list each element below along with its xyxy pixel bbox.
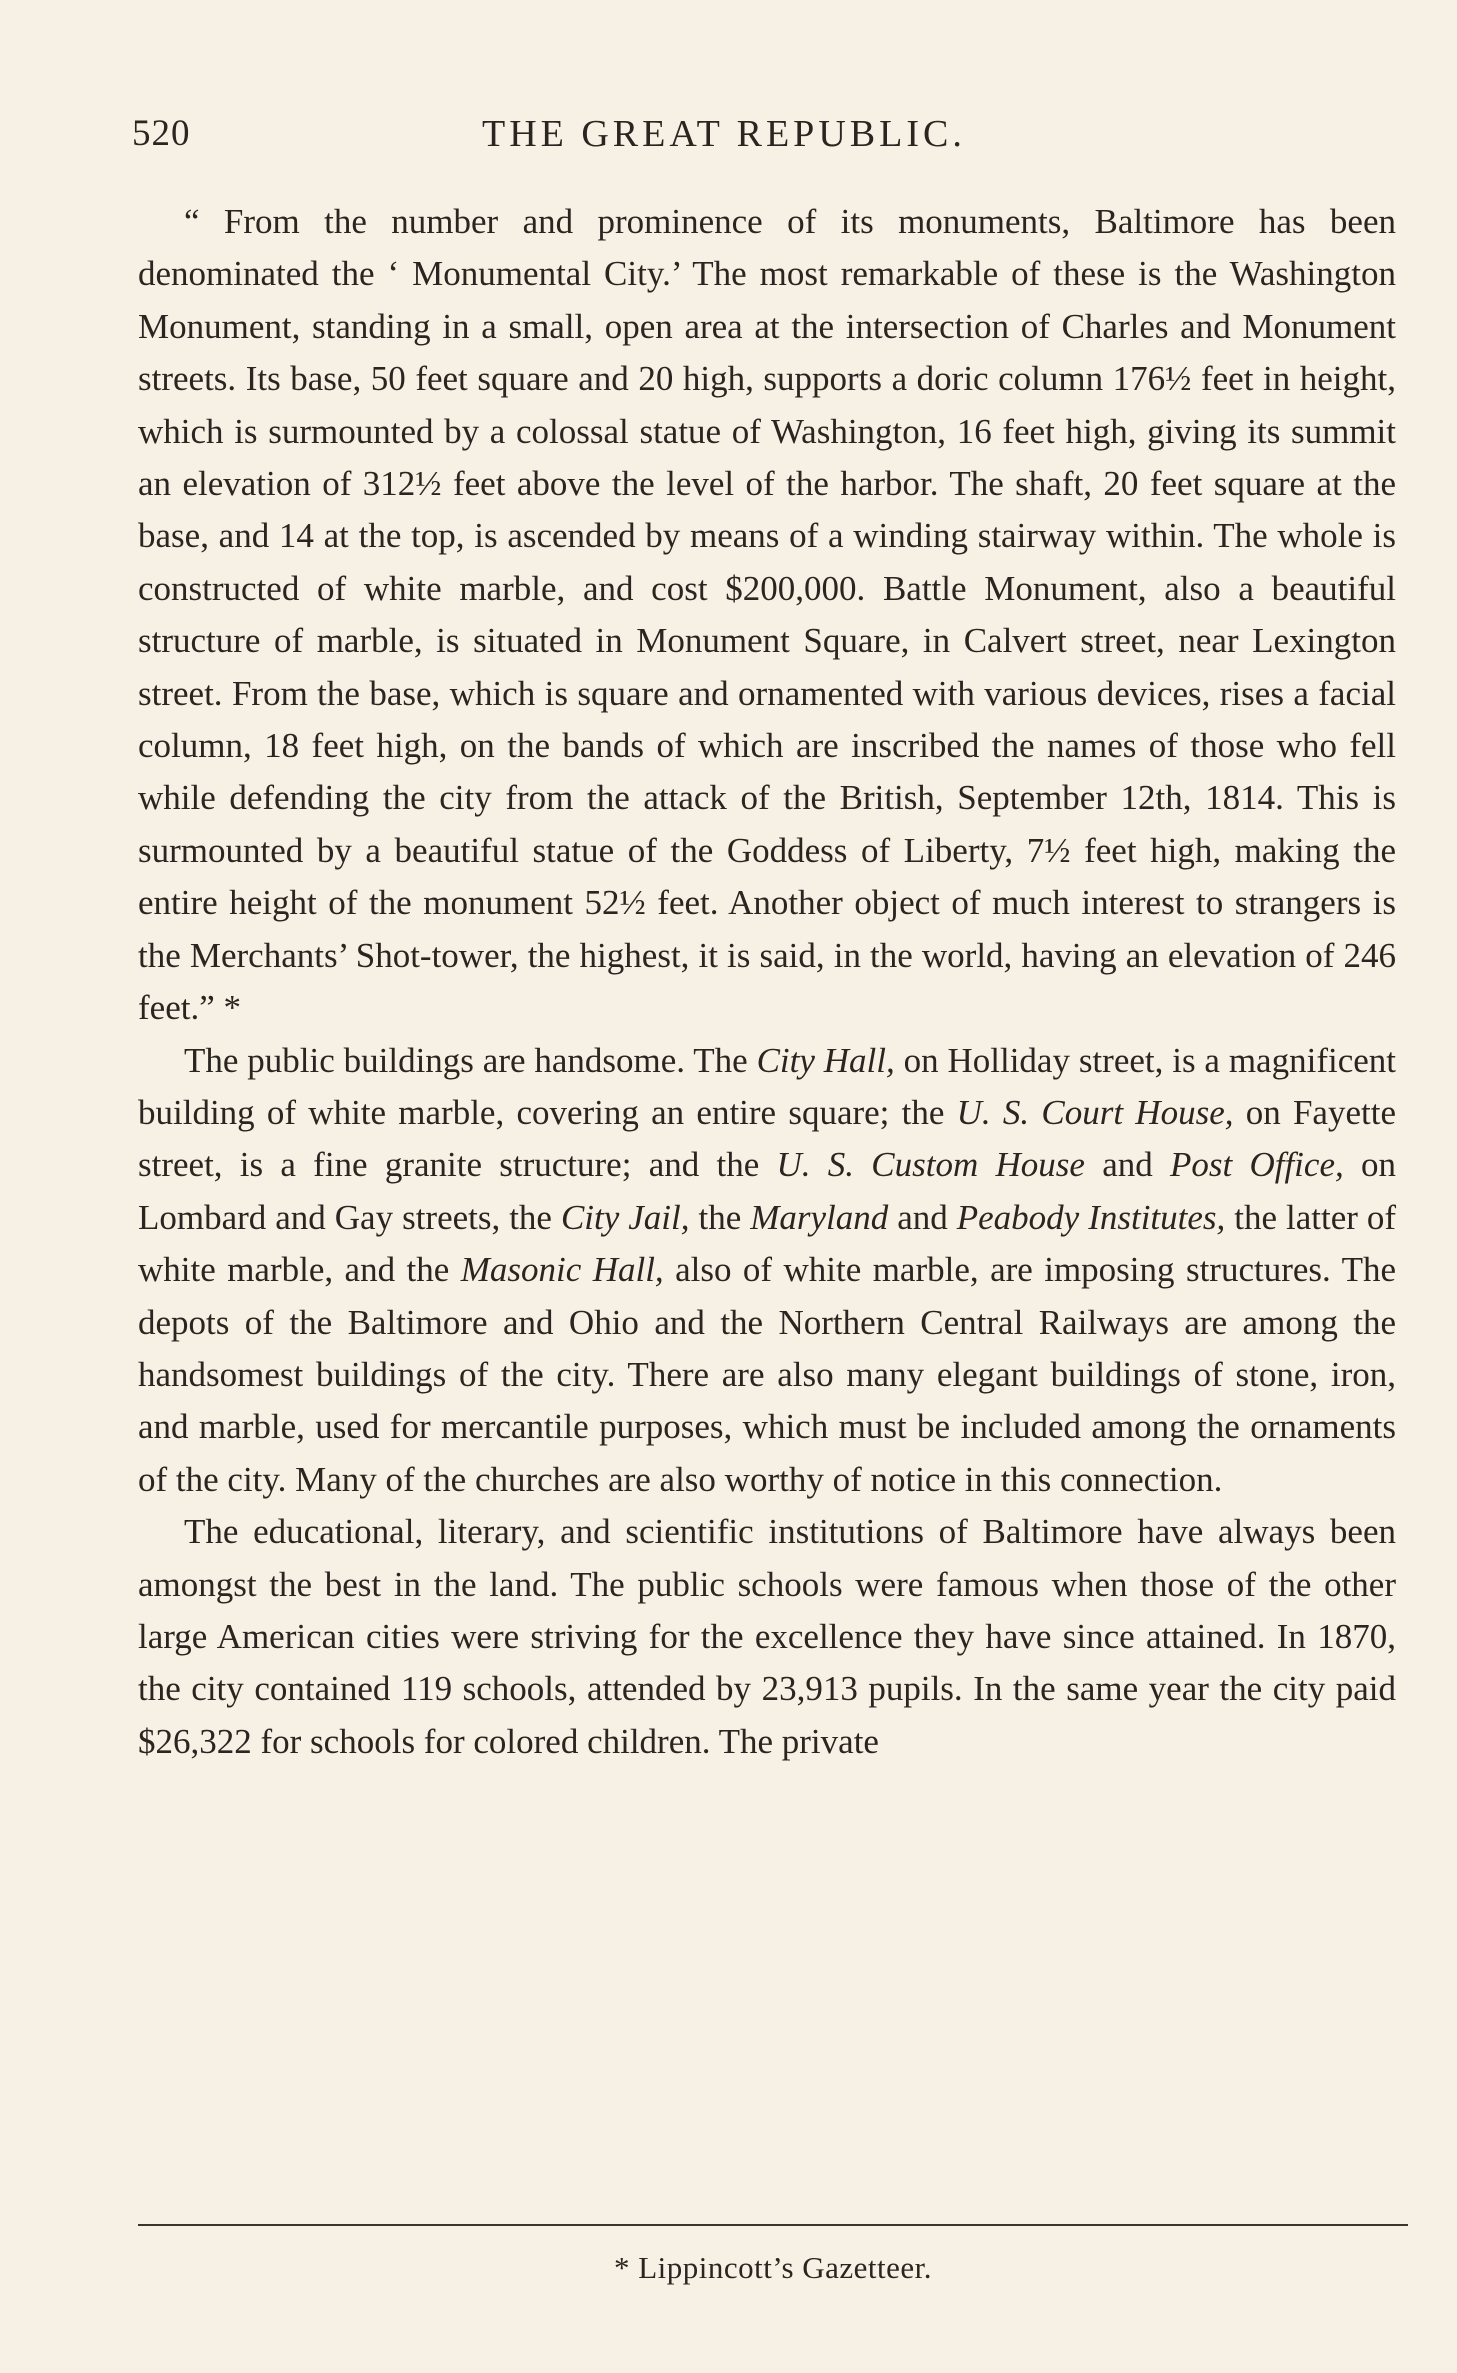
custom-house-term: U. S. Custom House: [776, 1145, 1085, 1185]
paragraph-education: The educational, literary, and scientific institutions of Baltimore have always been amongst the best in the land. The public schools were famous when those of the other large American cities were striving for the excellence they have since attained. In 1870, the city contained 119 schools, attended by 23,913 pupils. In the same year the city paid $26,322 for schools for colored children. The private: [138, 1512, 1396, 1761]
text-run: and: [888, 1197, 957, 1237]
text-run: on Lombard and Gay streets, the: [138, 1145, 1396, 1237]
peabody-term: Peabody Institutes,: [956, 1197, 1226, 1237]
court-house-term: U. S. Court House,: [956, 1092, 1234, 1132]
text-run: on Holliday street, is a magnificent building of white marble, covering an entire square; the: [138, 1040, 1396, 1132]
text-run: on Fayette street, is a fine granite structure; and the: [138, 1092, 1396, 1185]
text-run: the latter of white marble, and the: [138, 1197, 1397, 1290]
text-run: and: [1084, 1145, 1170, 1185]
paragraph-monuments: “ From the number and prominence of its monuments, Baltimore has been denominated the ‘ Monumental City.’ The most remarkable of these is the Washington Monument, standing in a small, open area at the intersection of Charles and Monument streets. Its base, 50 feet square and 20 high, supports a doric column 176½ feet in height, which is surmounted by a colossal statue of Washington, 16 feet high, giving its summit an elevation of 312½ feet above the level of the harbor. The shaft, 20 feet square at the base, and 14 at the top, is ascended by means of a winding stairway within. The whole is constructed of white marble, and cost $200,000. Battle Monument, also a beautiful structure of marble, is situated in Monument Square, in Calvert street, near Lexington street. From the base, which is square and ornamented with various devices, rises a facial column, 18 feet high, on the bands of which are inscribed the names of those who fell while defending the city from the attack of the British, September 12th, 1814. This is surmounted by a beautiful statue of the Goddess of Liberty, 7½ feet high, making the entire height of the monument 52½ feet. Another object of much interest to strangers is the Merchants’ Shot-tower, the highest, it is said, in the world, having an elevation of 246 feet.” *: [138, 202, 1396, 1028]
post-office-term: Post Office,: [1169, 1145, 1344, 1185]
text-run: also of white marble, are imposing structures. The depots of the Baltimore and Ohio and the Northern Central Railways are among the handsomest buildings of the city. There are also many elegant buildings of stone, iron, and marble, used for mercantile purposes, which must be included among the ornaments of the city. Many of the churches are also worthy of notice in this connection.: [138, 1250, 1396, 1499]
footnote: * Lippincott’s Gazetteer.: [613, 2250, 933, 2285]
city-jail-term: City Jail,: [560, 1197, 690, 1237]
city-hall-term: City Hall,: [756, 1040, 895, 1080]
footnote-rule: [138, 2224, 1408, 2226]
running-head: THE GREAT REPUBLIC.: [482, 113, 966, 155]
body-text: [138, 196, 1396, 1768]
page-header: [132, 112, 1332, 172]
text-run: the: [689, 1197, 751, 1237]
paragraph-public-buildings: [138, 1035, 1396, 1507]
page-number: 520: [132, 113, 191, 154]
masonic-hall-term: Masonic Hall,: [460, 1250, 664, 1290]
text-run: The public buildings are handsome. The: [184, 1040, 757, 1080]
maryland-term: Maryland: [750, 1197, 889, 1237]
